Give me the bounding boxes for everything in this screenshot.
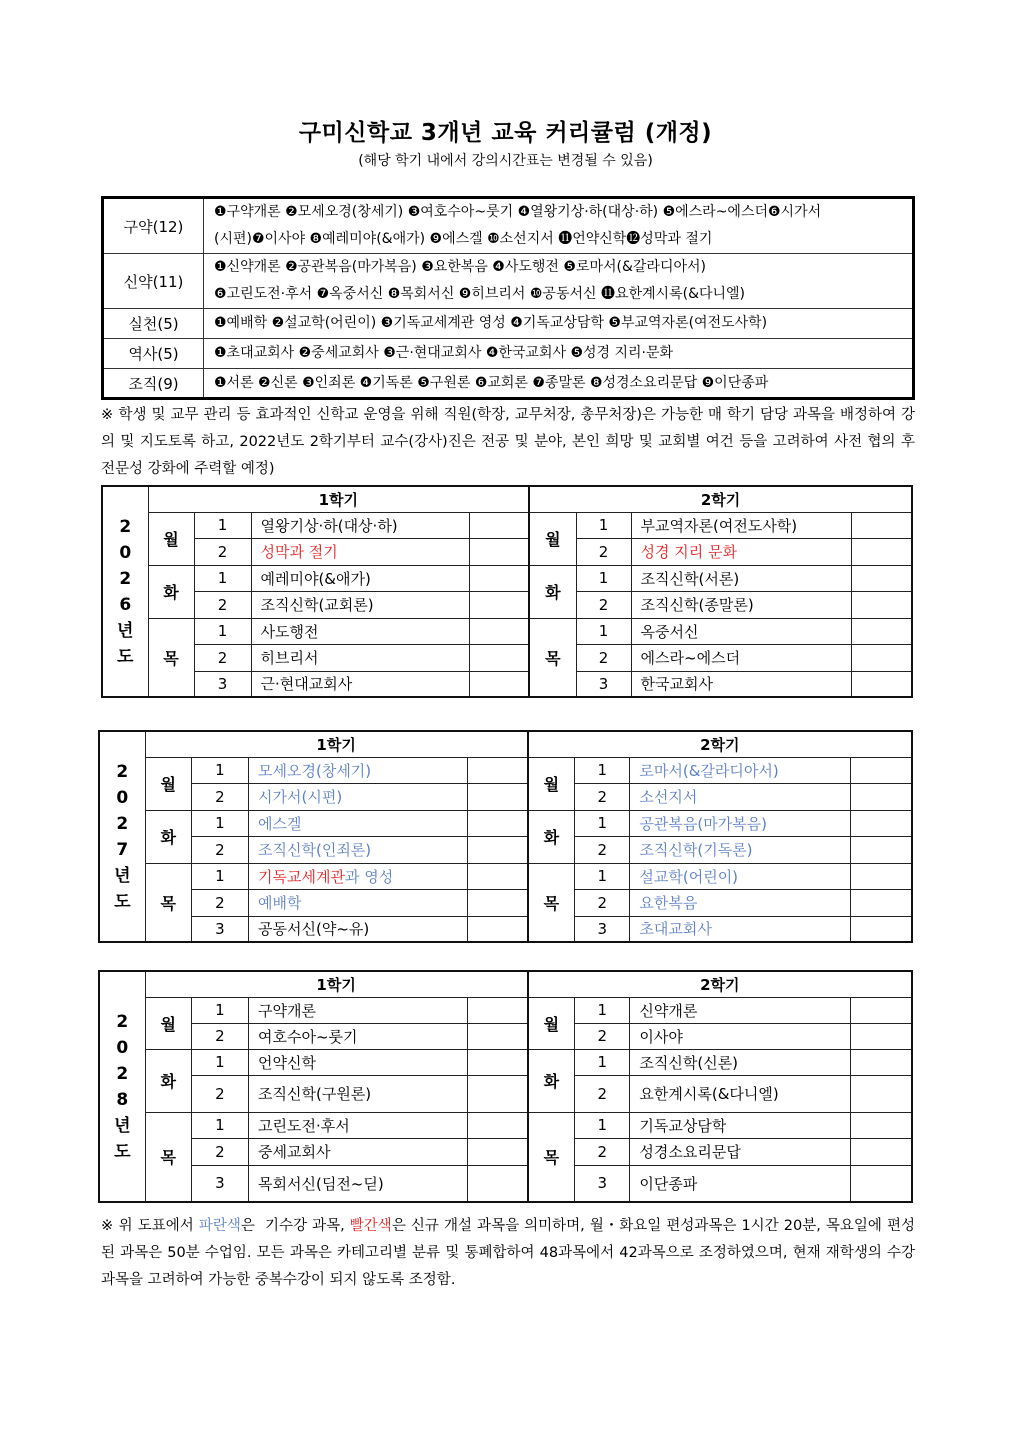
schedule-row — [99, 916, 912, 942]
instructor-cell — [467, 1138, 527, 1165]
course-name-part: 모세오경(창세기) — [258, 761, 372, 780]
course-name-part: 고린도전·후서 — [258, 1116, 350, 1135]
day-label: 월 — [528, 997, 575, 1049]
schedule-row — [99, 1138, 912, 1165]
schedule-table-2028 — [98, 970, 913, 1203]
period-number: 1 — [191, 1112, 248, 1138]
instructor-cell — [851, 1165, 912, 1202]
day-label: 화 — [528, 810, 575, 863]
instructor-cell — [467, 889, 527, 916]
course-name-part: 에스겔 — [258, 814, 302, 833]
category-items — [204, 254, 914, 309]
period-number: 1 — [575, 863, 630, 889]
period-number: 3 — [575, 916, 630, 942]
period-number: 3 — [194, 671, 251, 697]
instructor-cell — [851, 565, 912, 591]
schedule-table-2026 — [101, 485, 913, 698]
instructor-cell — [851, 644, 912, 671]
schedule-row — [99, 863, 912, 889]
course-name-part: 공관복음(마가복음) — [639, 814, 768, 833]
course-name-part: 사도행전 — [260, 622, 319, 641]
course-name-part: 이단종파 — [639, 1174, 698, 1193]
instructor-cell — [469, 644, 529, 671]
day-label: 월 — [528, 757, 575, 810]
period-number: 2 — [194, 538, 251, 565]
course-name — [630, 916, 851, 942]
period-number: 1 — [576, 618, 631, 644]
instructor-cell — [851, 1075, 912, 1112]
course-name — [630, 1165, 851, 1202]
category-items — [204, 309, 914, 339]
instructor-cell — [851, 997, 912, 1023]
course-name-part: 구약개론 — [258, 1001, 316, 1020]
year-char: 도 — [114, 1141, 131, 1162]
category-items-line: ❶서론 ❷신론 ❸인죄론 ❹기독론 ❺구원론 ❻교회론 ❼종말론 ❽성경소요리문답 ❾이단종파 — [214, 374, 769, 391]
category-name: 신약(11) — [103, 254, 204, 309]
period-number: 2 — [191, 1023, 248, 1049]
note-bottom-rest: 은 신규 개설 과목을 의미하며, 월・화요일 편성과목은 1시간 20분, 목요일에 편성된 과목은 50분 수업임. 모든 과목은 카테고리별 분류 및 통폐합하여 48과목에서 42과목으로 조정하였으며, 현재 재학생의 수강과목을 고려하여 가능한 중복수강이 되지 않도록 조정함. — [101, 1218, 915, 1288]
instructor-cell — [467, 997, 527, 1023]
course-name — [630, 757, 851, 783]
year-char: 도 — [114, 891, 131, 912]
course-name — [249, 1075, 468, 1112]
year-char: 2 — [116, 761, 129, 782]
instructor-cell — [851, 863, 912, 889]
instructor-cell — [851, 889, 912, 916]
semester-header-2: 2학기 — [529, 486, 912, 512]
period-number: 2 — [191, 889, 248, 916]
course-name — [249, 863, 468, 889]
year-char: 년 — [114, 1115, 131, 1136]
period-number: 2 — [575, 783, 630, 810]
day-label: 목 — [529, 618, 576, 697]
instructor-cell — [469, 512, 529, 538]
course-name-part: 조직신학(기독론) — [639, 841, 753, 859]
course-name-part: 조직신학(종말론) — [640, 596, 754, 614]
semester-header-1: 1학기 — [148, 486, 529, 512]
course-name — [249, 836, 468, 863]
day-label: 월 — [145, 997, 191, 1049]
instructor-cell — [851, 591, 912, 618]
instructor-cell — [851, 618, 912, 644]
category-items-line: ❻고린도전·후서 ❼옥중서신 ❽목회서신 ❾히브리서 ❿공동서신 ⓫요한계시록(&다니엘) — [214, 286, 746, 302]
course-name-part: 언약신학 — [258, 1053, 316, 1072]
period-number: 1 — [575, 1049, 630, 1075]
year-char: 8 — [116, 1089, 129, 1110]
category-name: 역사(5) — [103, 339, 204, 369]
period-number: 3 — [575, 1165, 630, 1202]
period-number: 1 — [576, 512, 631, 538]
course-name-part: 목회서신(딤전~딛) — [258, 1174, 384, 1193]
note-bottom-prefix: ※ 위 도표에서 — [101, 1218, 199, 1234]
instructor-cell — [851, 810, 912, 836]
course-name — [630, 783, 851, 810]
course-name — [631, 538, 851, 565]
category-items-line: ❶구약개론 ❷모세오경(창세기) ❸여호수아~룻기 ❹열왕기상·하(대상·하) ❺에스라~에스더❻시가서 — [214, 204, 822, 220]
schedule-row — [102, 671, 912, 697]
period-number: 2 — [575, 1023, 630, 1049]
course-name — [249, 1023, 468, 1049]
category-name: 조직(9) — [103, 369, 204, 399]
year-char: 2 — [116, 813, 129, 834]
course-name — [630, 997, 851, 1023]
legend-blue-word: 파란색 — [198, 1218, 241, 1234]
year-char: 0 — [119, 542, 132, 563]
day-label: 월 — [148, 512, 194, 565]
day-label: 목 — [528, 1112, 575, 1202]
instructor-cell — [467, 1112, 527, 1138]
category-row — [103, 198, 914, 254]
semester-header-1: 1학기 — [145, 731, 527, 757]
period-number: 2 — [576, 591, 631, 618]
course-name — [631, 591, 851, 618]
schedule-row — [99, 783, 912, 810]
day-label: 화 — [145, 1049, 191, 1112]
period-number: 2 — [194, 644, 251, 671]
period-number: 1 — [191, 997, 248, 1023]
category-row — [103, 339, 914, 369]
instructor-cell — [467, 1165, 527, 1202]
course-name-part: 옥중서신 — [640, 622, 699, 641]
course-name-part: 근·현대교회사 — [260, 675, 353, 694]
day-label: 화 — [528, 1049, 575, 1112]
page-subtitle: (해당 학기 내에서 강의시간표는 변경될 수 있음) — [358, 153, 653, 169]
legend-red-word: 빨간색 — [349, 1218, 392, 1234]
instructor-cell — [851, 1049, 912, 1075]
note-bottom-mid: 은 기수강 과목, — [240, 1218, 350, 1234]
course-name-part: 요한계시록(&다니엘) — [639, 1085, 779, 1103]
course-name — [249, 1138, 468, 1165]
course-name — [251, 618, 469, 644]
course-name — [251, 644, 469, 671]
year-char: 년 — [117, 620, 134, 641]
day-label: 화 — [148, 565, 194, 618]
instructor-cell — [467, 863, 527, 889]
course-name — [251, 512, 469, 538]
course-name — [631, 565, 851, 591]
course-name-part: 소선지서 — [639, 788, 698, 806]
instructor-cell — [851, 757, 912, 783]
semester-header-row — [102, 486, 912, 512]
course-name — [249, 997, 468, 1023]
course-name-part: 히브리서 — [260, 649, 319, 667]
instructor-cell — [467, 810, 527, 836]
schedule-row — [102, 538, 912, 565]
schedule-row — [102, 591, 912, 618]
course-name-part: 조직신학(교회론) — [260, 596, 374, 614]
course-name — [630, 1023, 851, 1049]
course-name — [630, 863, 851, 889]
schedule-row — [99, 810, 912, 836]
instructor-cell — [851, 783, 912, 810]
course-name — [630, 836, 851, 863]
day-label: 목 — [145, 1112, 191, 1202]
day-label: 월 — [529, 512, 576, 565]
course-name-part: 조직신학(신론) — [639, 1053, 739, 1072]
period-number: 2 — [575, 1138, 630, 1165]
semester-header-1: 1학기 — [145, 971, 527, 997]
course-name-part: 공동서신(약~유) — [258, 920, 370, 939]
semester-header-row — [99, 731, 912, 757]
period-number: 1 — [575, 1112, 630, 1138]
course-name — [630, 889, 851, 916]
course-name-part: 기독교세계관 — [258, 867, 345, 886]
year-char: 6 — [119, 594, 132, 615]
schedule-row — [99, 1112, 912, 1138]
period-number: 1 — [194, 512, 251, 538]
course-name-part: 조직신학(서론) — [640, 569, 740, 588]
note-bottom — [101, 1213, 915, 1294]
course-name — [249, 889, 468, 916]
year-label — [99, 731, 145, 942]
period-number: 3 — [191, 916, 248, 942]
period-number: 3 — [576, 671, 631, 697]
day-label: 화 — [529, 565, 576, 618]
instructor-cell — [851, 1138, 912, 1165]
course-name-part: 조직신학(인죄론) — [258, 841, 372, 859]
period-number: 2 — [194, 591, 251, 618]
instructor-cell — [467, 1049, 527, 1075]
instructor-cell — [469, 671, 529, 697]
period-number: 2 — [576, 644, 631, 671]
course-name — [630, 1049, 851, 1075]
course-name-part: 초대교회사 — [639, 920, 712, 939]
course-name — [249, 810, 468, 836]
course-name — [630, 1075, 851, 1112]
year-char: 0 — [116, 787, 129, 808]
course-name-part: 성막과 절기 — [260, 543, 338, 561]
note-top: ※ 학생 및 교무 관리 등 효과적인 신학교 운영을 위해 직원(학장, 교무처장, 총무처장)은 가능한 매 학기 담당 과목을 배정하여 강의 및 지도토록 하고, 2022년도 2학기부터 교수(강사)진은 전공 및 분야, 본인 희망 및 교회별 여건 등을 고려하여 사전 협의 후 전문성 강화에 주력할 예정) — [101, 407, 916, 477]
instructor-cell — [467, 1075, 527, 1112]
course-name-part: 조직신학(구원론) — [258, 1085, 372, 1103]
period-number: 1 — [194, 565, 251, 591]
course-name-part: 설교학(어린이) — [639, 867, 739, 886]
category-items-line: (시편)❼이사야 ❽예레미야(&애가) ❾에스겔 ❿소선지서 ⓫언약신학⓬성막과 절기 — [214, 231, 713, 247]
instructor-cell — [851, 1112, 912, 1138]
course-name — [631, 671, 851, 697]
course-name-part: 기독교상담학 — [639, 1116, 727, 1135]
course-name — [249, 757, 468, 783]
course-name — [249, 1112, 468, 1138]
day-label: 화 — [145, 810, 191, 863]
schedule-row — [99, 889, 912, 916]
course-name-part: 신약개론 — [639, 1001, 698, 1020]
period-number: 2 — [575, 1075, 630, 1112]
period-number: 2 — [191, 1075, 248, 1112]
schedule-row — [99, 757, 912, 783]
period-number: 1 — [191, 757, 248, 783]
instructor-cell — [851, 512, 912, 538]
course-name-part: 여호수아~룻기 — [258, 1027, 358, 1046]
day-label: 목 — [528, 863, 575, 942]
course-name — [631, 644, 851, 671]
schedule-row — [99, 1165, 912, 1202]
period-number: 2 — [191, 783, 248, 810]
course-name — [251, 565, 469, 591]
category-name: 구약(12) — [103, 198, 204, 254]
instructor-cell — [851, 538, 912, 565]
schedule-row — [102, 565, 912, 591]
page-title: 구미신학교 3개년 교육 커리큘럼 (개정) — [298, 120, 713, 146]
semester-header-row — [99, 971, 912, 997]
schedule-row — [99, 836, 912, 863]
year-char: 2 — [119, 516, 132, 537]
instructor-cell — [851, 1023, 912, 1049]
period-number: 1 — [191, 810, 248, 836]
category-items-line: ❶초대교회사 ❷중세교회사 ❸근·현대교회사 ❹한국교회사 ❺성경 지리·문화 — [214, 345, 674, 361]
year-char: 7 — [116, 839, 129, 860]
category-name: 실천(5) — [103, 309, 204, 339]
year-char: 년 — [114, 865, 131, 886]
year-label — [99, 971, 145, 1202]
category-row — [103, 254, 914, 309]
year-char: 도 — [117, 646, 134, 667]
period-number: 2 — [575, 836, 630, 863]
course-name — [630, 1112, 851, 1138]
category-table — [101, 196, 915, 400]
day-label: 목 — [145, 863, 191, 942]
course-name-part: 로마서(&갈라디아서) — [639, 761, 779, 780]
course-name — [630, 1138, 851, 1165]
instructor-cell — [851, 671, 912, 697]
course-name-part: 이사야 — [639, 1027, 683, 1046]
category-row — [103, 369, 914, 399]
period-number: 2 — [191, 836, 248, 863]
instructor-cell — [467, 916, 527, 942]
instructor-cell — [469, 538, 529, 565]
schedule-row — [102, 618, 912, 644]
course-name — [249, 783, 468, 810]
period-number: 2 — [575, 889, 630, 916]
instructor-cell — [467, 1023, 527, 1049]
year-char: 2 — [116, 1011, 129, 1032]
course-name-part: 부교역자론(여전도사학) — [640, 516, 798, 535]
day-label: 목 — [148, 618, 194, 697]
period-number: 1 — [191, 1049, 248, 1075]
semester-header-2: 2학기 — [528, 731, 912, 757]
period-number: 2 — [576, 538, 631, 565]
course-name-part: 열왕기상·하(대상·하) — [260, 516, 398, 535]
course-name-part: 과 영성 — [344, 867, 394, 886]
period-number: 1 — [194, 618, 251, 644]
instructor-cell — [467, 783, 527, 810]
course-name-part: 에스라~에스더 — [640, 649, 741, 667]
schedule-row — [99, 1075, 912, 1112]
year-label — [102, 486, 148, 697]
course-name — [251, 671, 469, 697]
category-row — [103, 309, 914, 339]
course-name-part: 예레미야(&애가) — [260, 569, 371, 588]
instructor-cell — [467, 836, 527, 863]
schedule-table-2027 — [98, 730, 913, 943]
year-char: 2 — [119, 568, 132, 589]
period-number: 3 — [191, 1165, 248, 1202]
category-items — [204, 198, 914, 254]
period-number: 1 — [575, 757, 630, 783]
course-name-part: 요한복음 — [639, 894, 698, 912]
schedule-row — [102, 644, 912, 671]
instructor-cell — [469, 591, 529, 618]
course-name — [631, 512, 851, 538]
course-name-part: 시가서(시편) — [258, 788, 343, 806]
year-char: 0 — [116, 1037, 129, 1058]
instructor-cell — [851, 916, 912, 942]
course-name — [249, 1165, 468, 1202]
course-name — [251, 591, 469, 618]
instructor-cell — [851, 836, 912, 863]
course-name — [249, 916, 468, 942]
period-number: 1 — [576, 565, 631, 591]
semester-header-2: 2학기 — [528, 971, 912, 997]
course-name — [630, 810, 851, 836]
course-name — [631, 618, 851, 644]
schedule-row — [99, 1049, 912, 1075]
instructor-cell — [469, 618, 529, 644]
schedule-row — [102, 512, 912, 538]
course-name-part: 한국교회사 — [640, 675, 713, 694]
schedule-row — [99, 997, 912, 1023]
instructor-cell — [469, 565, 529, 591]
course-name-part: 예배학 — [258, 894, 302, 912]
category-items-line: ❶신약개론 ❷공관복음(마가복음) ❸요한복음 ❹사도행전 ❺로마서(&갈라디아서) — [214, 259, 706, 275]
period-number: 1 — [575, 997, 630, 1023]
category-items-line: ❶예배학 ❷설교학(어린이) ❸기독교세계관 영성 ❹기독교상담학 ❺부교역자론(여전도사학) — [214, 315, 768, 331]
course-name-part: 성경소요리문답 — [639, 1143, 741, 1161]
category-items — [204, 339, 914, 369]
schedule-row — [99, 1023, 912, 1049]
period-number: 2 — [191, 1138, 248, 1165]
course-name-part: 성경 지리 문화 — [640, 543, 738, 561]
course-name — [249, 1049, 468, 1075]
category-items — [204, 369, 914, 399]
period-number: 1 — [575, 810, 630, 836]
instructor-cell — [467, 757, 527, 783]
course-name — [251, 538, 469, 565]
course-name-part: 중세교회사 — [258, 1143, 331, 1161]
period-number: 1 — [191, 863, 248, 889]
year-char: 2 — [116, 1063, 129, 1084]
day-label: 월 — [145, 757, 191, 810]
